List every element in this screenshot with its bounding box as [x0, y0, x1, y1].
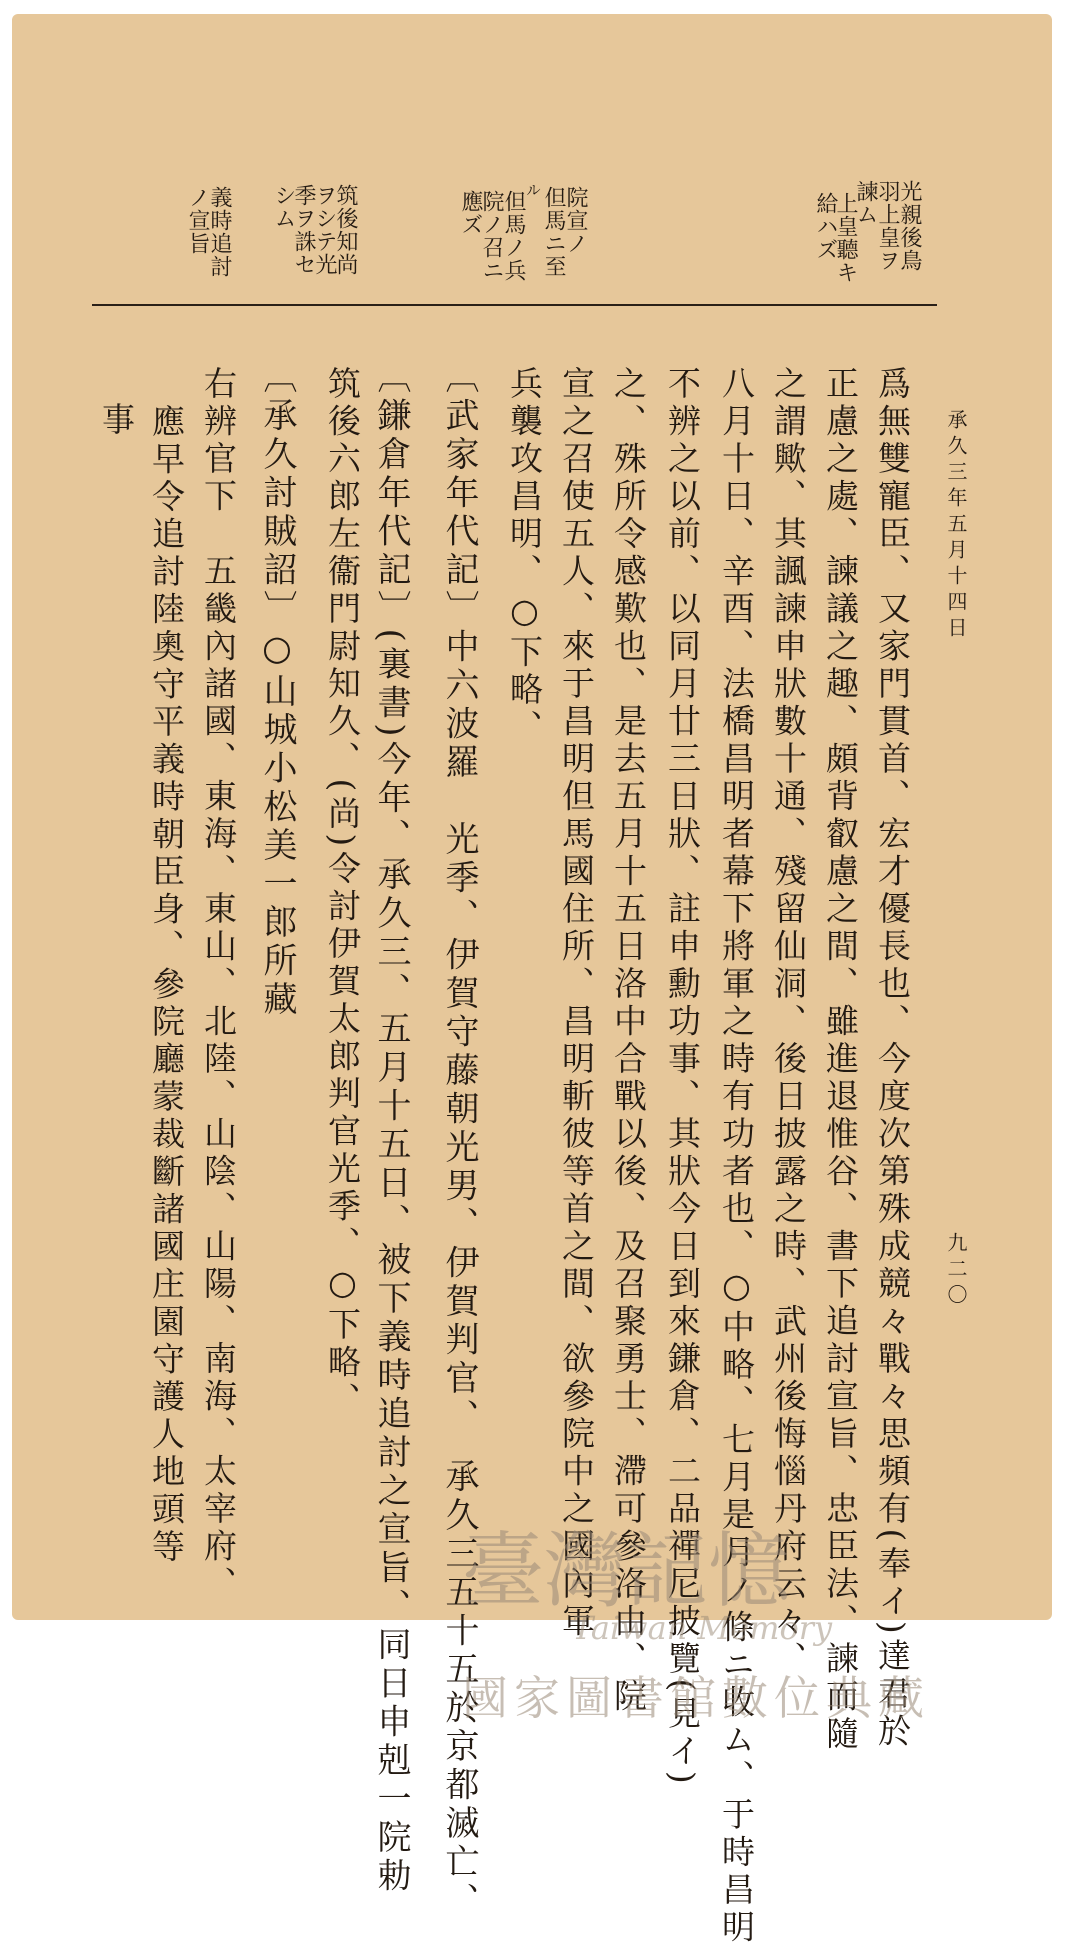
- margin-note: 院宣ノ: [563, 186, 588, 255]
- margin-note: ノ宣旨: [185, 186, 210, 255]
- text-column: 應早令追討陸奧守平義時朝臣身、參院廳蒙裁斷諸國庄園守護人地頭等: [147, 404, 186, 1567]
- page-number: 九二〇: [944, 1232, 968, 1310]
- margin-note: 季ヲ誅セ: [291, 184, 316, 276]
- text-column: 之、殊所令感歎也、是去五月十五日洛中合戰以後、及召聚勇士、滯可參洛由、院: [609, 366, 648, 1716]
- margin-note: 給ハズ: [813, 192, 838, 261]
- margin-note: 義時追討: [207, 186, 232, 278]
- citation-column: 〔承久討賊詔〕○山城小松美一郎所藏: [257, 359, 297, 1020]
- text-column: 八月十日、辛酉、法橋昌明者幕下將軍之時有功者也、○中略、七月是月ノ條ニ收ム、于時昌明: [717, 366, 756, 1947]
- watermark-latin-text: Taiwan Memory: [572, 1609, 833, 1647]
- margin-note: 筑後知尚: [333, 184, 358, 276]
- text-column: 之謂歟、其諷諫申狀數十通、殘留仙洞、後日披露之時、武州後悔惱丹府云々、: [769, 366, 808, 1679]
- citation-column: 〔鎌倉年代記〕(裏書)今年、承久三、五月十五日、被下義時追討之宣旨、同日申剋一院勅: [371, 359, 411, 1897]
- citation-column: 〔武家年代記〕中六波羅 光季、伊賀守藤朝光男、伊賀判官、 承久三五十五於京都滅亡、: [439, 359, 479, 1921]
- margin-note: 院ノ召ニ: [479, 190, 504, 282]
- margin-note: ル: [524, 182, 542, 198]
- watermark-sub-text: 國家圖書館數位典藏: [462, 1671, 930, 1725]
- text-column: 右辨官下 五畿內諸國、東海、東山、北陸、山陰、山陽、南海、太宰府、: [199, 366, 238, 1604]
- header-rule: [92, 304, 937, 306]
- text-column: 爲無雙寵臣、又家門貫首、宏才優長也、今度次第殊成競々戰々思頻有(奉イ)達君於: [873, 366, 912, 1751]
- document-page: [12, 14, 1052, 1947]
- margin-note: 上皇聽キ: [833, 192, 858, 284]
- margin-note: 但馬ノ兵: [501, 190, 526, 282]
- text-column: 筑後六郎左衞門尉知久、(尚)令討伊賀太郎判官光季、○下略、: [323, 366, 362, 1420]
- margin-note: シム: [271, 184, 296, 230]
- watermark-large-text: 臺灣記憶: [462, 1524, 791, 1619]
- text-column: 事: [97, 402, 136, 440]
- library-watermark: [452, 1509, 1012, 1759]
- text-column: 兵襲攻昌明、○下略、: [505, 366, 544, 747]
- text-column: 不辨之以前、以同月廿三日狀、註申勳功事、其狀今日到來鎌倉、二品禪尼披覽(見イ): [663, 366, 702, 1789]
- margin-note: 但馬ニ至: [541, 186, 566, 278]
- margin-note: 應ズ: [458, 190, 483, 236]
- margin-note: 光親後鳥: [897, 180, 922, 272]
- text-column: 宣之召使五人、來于昌明但馬國住所、昌明斬彼等首之間、欲參院中之國內軍: [557, 366, 596, 1641]
- running-head: 承久三年五月十四日: [944, 409, 968, 643]
- margin-note: 諫ム: [853, 180, 878, 226]
- text-column: 正慮之處、諫議之趣、頗背叡慮之間、雖進退惟谷、書下追討宣旨、忠臣法、諫而隨: [821, 366, 860, 1754]
- margin-note: 羽上皇ヲ: [875, 180, 900, 272]
- margin-note: ヲシテ光: [312, 184, 337, 276]
